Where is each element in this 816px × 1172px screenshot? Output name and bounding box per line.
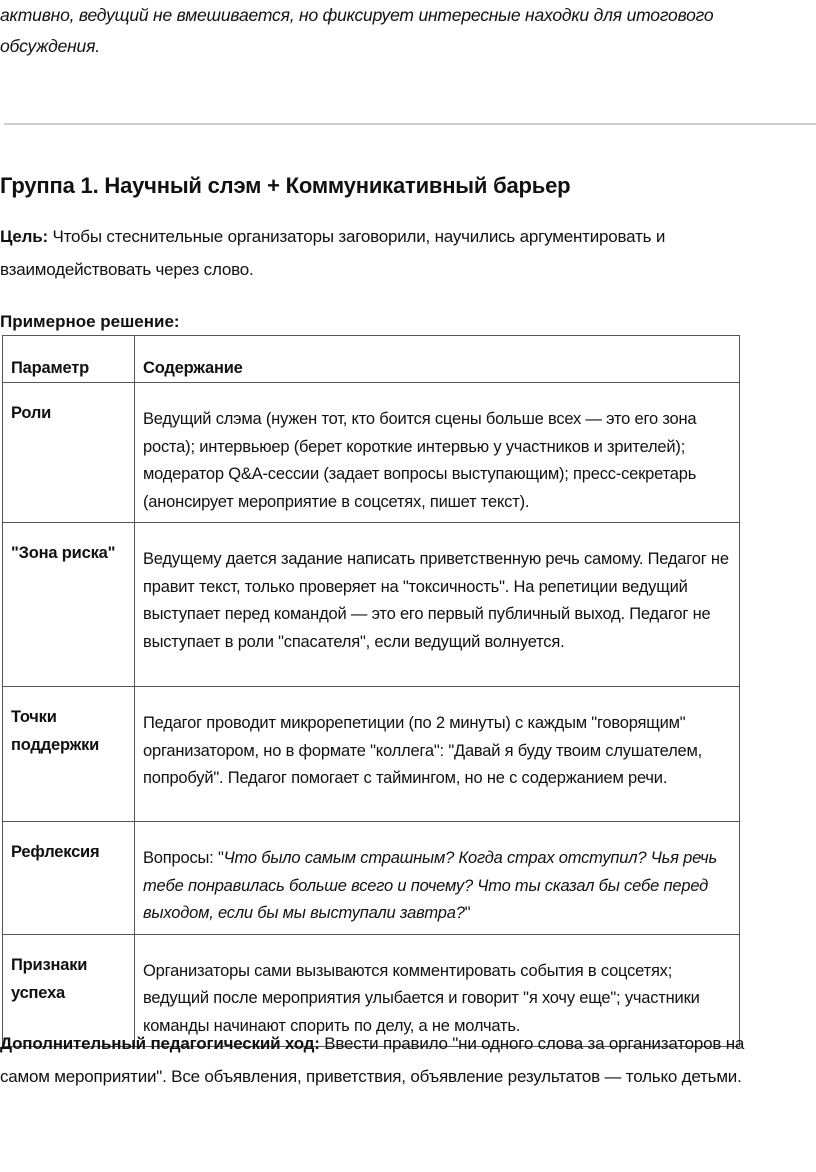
extra-label: Дополнительный педагогический ход: <box>0 1034 320 1053</box>
table-header-row <box>3 336 740 383</box>
reflection-questions: Что было самым страшным? Когда страх отступил? Чья речь тебе понравилась больше всего и почему? Что ты сказал бы себе перед выходом, если бы мы выступали завтра? <box>143 849 717 922</box>
content-cell: Ведущему дается задание написать приветственную речь самому. Педагог не правит текст, только проверяет на "токсичность". На репетиции ведущий выступает перед командой — это его первый публичный выход. Педагог не выступает в роли "спасателя", если ведущий волнуется. <box>135 523 740 687</box>
param-cell: Точки поддержки <box>3 687 135 822</box>
goal-label: Цель: <box>0 227 48 246</box>
intro-paragraph: активно, ведущий не вмешивается, но фиксирует интересные находки для итогового обсуждения. <box>0 5 714 56</box>
param-cell: Рефлексия <box>3 822 135 935</box>
param-cell: "Зона риска" <box>3 523 135 687</box>
section-title: Группа 1. Научный слэм + Коммуникативный барьер <box>0 173 571 198</box>
extra-pedagogical-move <box>0 1027 790 1093</box>
table-row <box>3 687 740 822</box>
param-cell: Признаки успеха <box>3 934 135 1047</box>
table-row <box>3 523 740 687</box>
reflection-suffix: " <box>464 904 471 922</box>
content-cell: Педагог проводит микрорепетиции (по 2 минуты) с каждым "говорящим" организатором, но в формате "коллега": "Давай я буду твоим слушателем, попробуй". Педагог помогает с таймингом, но не с содержанием речи. <box>135 687 740 822</box>
goal-paragraph <box>0 220 790 286</box>
goal-text: Чтобы стеснительные организаторы заговорили, научились аргументировать и взаимодействовать через слово. <box>0 227 666 279</box>
horizontal-divider <box>4 123 816 125</box>
reflection-prefix: Вопросы: " <box>143 849 224 867</box>
content-cell <box>135 822 740 935</box>
param-cell: Роли <box>3 383 135 523</box>
sample-solution-label: Примерное решение: <box>0 312 180 331</box>
extra-text: Ввести правило "ни одного слова за организаторов на самом мероприятии". Все объявления, приветствия, объявление результатов — только детьми. <box>0 1034 745 1086</box>
table-row <box>3 383 740 523</box>
header-content: Содержание <box>135 336 740 383</box>
table-row <box>3 822 740 935</box>
header-parameter: Параметр <box>3 336 135 383</box>
parameters-table <box>2 335 740 1047</box>
content-cell: Организаторы сами вызываются комментировать события в соцсетях; ведущий после мероприятия улыбается и говорит "я хочу еще"; участники команды начинают спорить по делу, а не молчать. <box>135 934 740 1047</box>
content-cell: Ведущий слэма (нужен тот, кто боится сцены больше всех — это его зона роста); интервьюер (берет короткие интервью у участников и зрителей); модератор Q&A-сессии (задает вопросы выступающим); пресс-секретарь (анонсирует мероприятие в соцсетях, пишет текст). <box>135 383 740 523</box>
